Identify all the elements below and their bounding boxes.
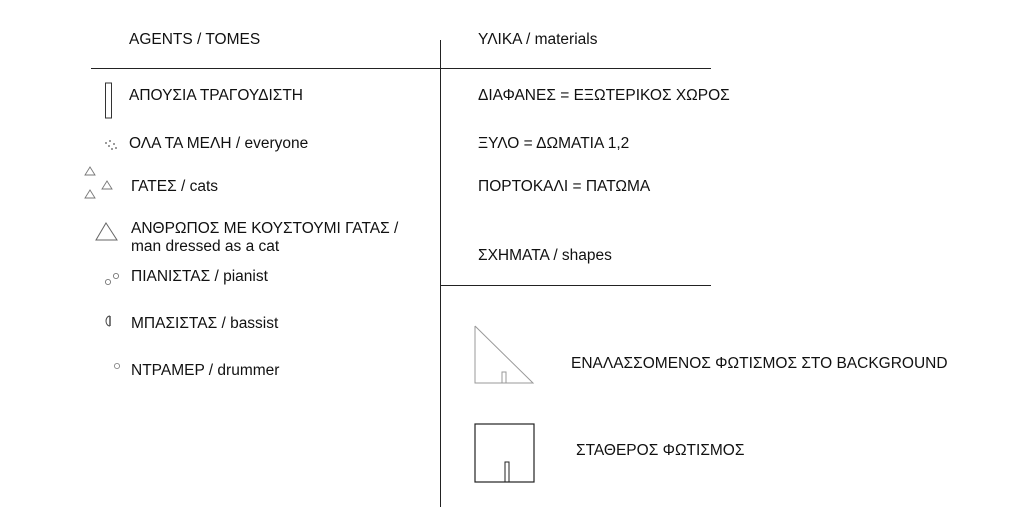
small-circle-icon xyxy=(113,362,121,370)
agent-label-bassist: ΜΠΑΣΙΣΤΑΣ / bassist xyxy=(131,315,279,332)
two-circles-icon xyxy=(103,271,123,287)
right-header: ΥΛΙΚΑ / materials xyxy=(478,31,598,48)
double-bar-icon xyxy=(104,82,116,120)
agent-label-pianist: ΠΙΑΝΙΣΤΑΣ / pianist xyxy=(131,268,268,285)
agent-label-cat-costume-line1: ΑΝΘΡΩΠΟΣ ΜΕ ΚΟΥΣΤΟΥΜΙ ΓΑΤΑΣ / xyxy=(131,220,399,237)
large-triangle-icon xyxy=(95,222,119,242)
material-transparent: ΔΙΑΦΑΝΕΣ = ΕΞΩΤΕΡΙΚΟΣ ΧΩΡΟΣ xyxy=(478,87,730,104)
header-rule xyxy=(91,68,711,69)
small-triangles-icon xyxy=(84,166,114,200)
half-circle-icon xyxy=(105,315,115,327)
shapes-header: ΣΧΗΜΑΤΑ / shapes xyxy=(478,247,612,264)
vertical-divider xyxy=(440,40,441,507)
square-frame-icon xyxy=(474,423,536,483)
agent-label-cat-costume-line2: man dressed as a cat xyxy=(131,238,280,255)
right-triangle-icon xyxy=(474,325,536,385)
agent-label-drummer: ΝΤΡΑΜΕΡ / drummer xyxy=(131,362,280,379)
dots-cluster-icon xyxy=(103,139,119,153)
agent-label-everyone: ΟΛΑ ΤΑ ΜΕΛΗ / everyone xyxy=(129,135,309,152)
lighting-alternating-label: ΕΝΑΛΑΣΣΟΜΕΝΟΣ ΦΩΤΙΣΜΟΣ ΣΤΟ BACKGROUND xyxy=(571,355,948,372)
agent-label-cats: ΓΑΤΕΣ / cats xyxy=(131,178,219,195)
material-wood: ΞΥΛΟ = ΔΩΜΑΤΙΑ 1,2 xyxy=(478,135,630,152)
agent-label-singer-absence: ΑΠΟΥΣΙΑ ΤΡΑΓΟΥΔΙΣΤΗ xyxy=(129,87,304,104)
shapes-rule xyxy=(441,285,711,286)
left-header: AGENTS / TOMES xyxy=(129,31,261,48)
material-orange: ΠΟΡΤΟΚΑΛΙ = ΠΑΤΩΜΑ xyxy=(478,178,651,195)
lighting-fixed-label: ΣΤΑΘΕΡΟΣ ΦΩΤΙΣΜΟΣ xyxy=(576,442,745,459)
